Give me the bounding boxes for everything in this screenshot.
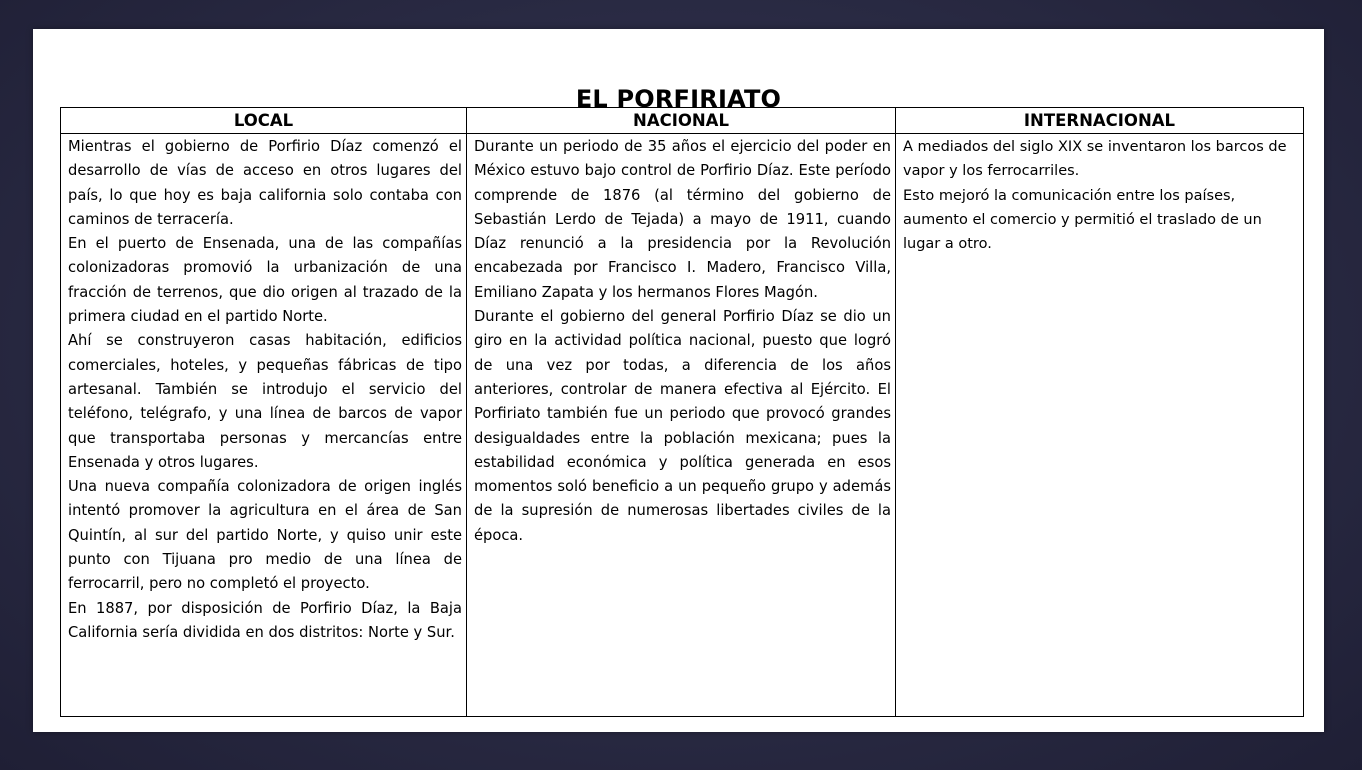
column-header-nacional: NACIONAL xyxy=(467,108,896,134)
local-paragraph-1: Mientras el gobierno de Porfirio Díaz comenzó el desarrollo de vías de acceso en otros lugares del país, lo que hoy es baja california solo contaba con caminos de terracería. xyxy=(68,138,462,228)
nacional-cell xyxy=(467,134,896,717)
column-header-internacional: INTERNACIONAL xyxy=(896,108,1304,134)
column-header-local: LOCAL xyxy=(61,108,467,134)
page-title: EL PORFIRIATO xyxy=(575,85,782,113)
local-paragraph-2: En el puerto de Ensenada, una de las compañías colonizadoras promovió la urbanización de una fracción de terrenos, que dio origen al trazado de la primera ciudad en el partido Norte. xyxy=(68,235,462,326)
internacional-paragraph-1: A mediados del siglo XIX se inventaron los barcos de vapor y los ferrocarriles. xyxy=(903,139,1287,180)
local-paragraph-3: Ahí se construyeron casas habitación, edificios comerciales, hoteles, y pequeñas fábricas de tipo artesanal. También se introdujo el servicio del teléfono, telégrafo, y una línea de barcos de vapor que transportaba personas y mercancías entre Ensenada y otros lugares. xyxy=(68,332,462,471)
table-header-row xyxy=(61,108,1304,134)
nacional-paragraph-1: Durante un periodo de 35 años el ejercicio del poder en México estuvo bajo control de Porfirio Díaz. Este período comprende de 1876 (al término del gobierno de Sebastián Lerdo de Tejada) a mayo de 1911, cuando Díaz renunció a la presidencia por la Revolución encabezada por Francisco I. Madero, Francisco Villa, Emiliano Zapata y los hermanos Flores Magón. xyxy=(474,138,891,301)
internacional-cell xyxy=(896,134,1304,717)
local-paragraph-5: En 1887, por disposición de Porfirio Díaz, la Baja California sería dividida en dos distritos: Norte y Sur. xyxy=(68,599,462,641)
internacional-paragraph-2: Esto mejoró la comunicación entre los países, aumento el comercio y permitió el traslado de un lugar a otro. xyxy=(903,187,1262,253)
local-cell xyxy=(61,134,467,717)
nacional-paragraph-2: Durante el gobierno del general Porfirio Díaz se dio un giro en la actividad política nacional, puesto que logró de una vez por todas, a diferencia de los años anteriores, controlar de manera efectiva al Ejército. El Porfiriato también fue un periodo que provocó grandes desigualdades entre la población mexicana; pues la estabilidad económica y política generada en esos momentos soló beneficio a un pequeño grupo y además de la supresión de numerosas libertades civiles de la época. xyxy=(474,308,891,544)
table-row xyxy=(61,134,1304,717)
porfiriato-table xyxy=(60,107,1304,717)
local-paragraph-4: Una nueva compañía colonizadora de origen inglés intentó promover la agricultura en el área de San Quintín, al sur del partido Norte, y quiso unir este punto con Tijuana pro medio de una línea de ferrocarril, pero no completó el proyecto. xyxy=(68,478,462,593)
